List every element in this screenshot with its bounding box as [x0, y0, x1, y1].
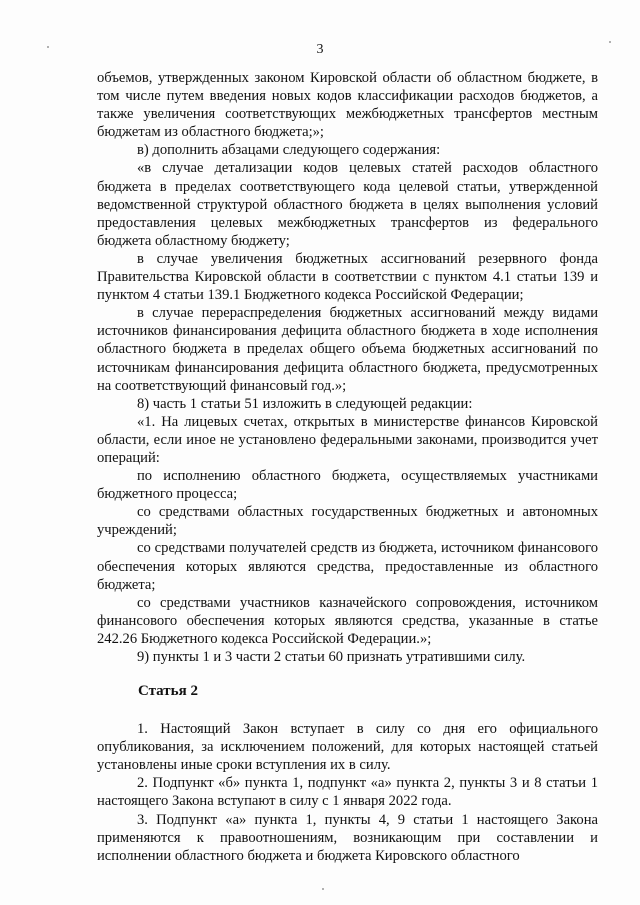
paragraph: «1. На лицевых счетах, открытых в министерстве финансов Кировской области, если иное не установлено федеральными законами, производится учет операций: [97, 413, 598, 466]
paragraph: со средствами получателей средств из бюджета, источником финансового обеспечения которых являются средства, предоставленные из областного бюджета; [97, 540, 598, 593]
scan-speck [47, 46, 49, 48]
paragraph: в случае увеличения бюджетных ассигнований резервного фонда Правительства Кировской области в соответствии с пунктом 4.1 статьи 139 и пунктом 4 статьи 139.1 Бюджетного кодекса Российской Федерации; [97, 250, 598, 304]
document-body [97, 69, 598, 865]
page-number: 3 [316, 42, 324, 57]
paragraph: объемов, утвержденных законом Кировской области об областном бюджете, в том числе путем введения новых кодов классификации расходов бюджетов, а также увеличения соответствующих межбюджетных трансфертов местным бюджетам из областного бюджета;»; [97, 70, 598, 141]
paragraph: в случае перераспределения бюджетных ассигнований между видами источников финансирования дефицита областного бюджета в ходе исполнения областного бюджета в пределах общего объема бюджетных ассигнований по источникам финансирования дефицита областного бюджета, предусмотренных на соответствующий финансовый год.»; [97, 305, 598, 394]
paragraph: со средствами участников казначейского сопровождения, источником финансового обеспечения которых являются средства, указанные в статье 242.26 Бюджетного кодекса Российской Федерации.»; [97, 594, 598, 647]
paragraph: 3. Подпункт «а» пункта 1, пункты 4, 9 статьи 1 настоящего Закона применяются к правоотношениям, возникающим при составлении и исполнении областного бюджета и бюджета Кировского областного [97, 811, 598, 864]
scan-speck [322, 888, 324, 890]
paragraph: 8) часть 1 статьи 51 изложить в следующей редакции: [137, 395, 473, 412]
paragraph: 9) пункты 1 и 3 части 2 статьи 60 признать утратившими силу. [137, 649, 526, 665]
paragraph: в) дополнить абзацами следующего содержания: [137, 142, 441, 159]
paragraph: «в случае детализации кодов целевых статей расходов областного бюджета в пределах соответствующего кода целевой статьи, утвержденной ведомственной структурой областного бюджета в целях выполнения условий предоставления целевых межбюджетных трансфертов из федерального бюджета областному бюджету; [97, 160, 598, 249]
paragraph: 2. Подпункт «б» пункта 1, подпункт «а» пункта 2, пункты 3 и 8 статьи 1 настоящего Закона вступают в силу с 1 января 2022 года. [97, 775, 598, 810]
paragraph: со средствами областных государственных бюджетных и автономных учреждений; [97, 504, 598, 539]
article-heading: Статья 2 [138, 683, 198, 700]
paragraph: 1. Настоящий Закон вступает в силу со дня его официального опубликования, за исключением положений, для которых настоящей статьей установлены иные сроки вступления их в силу. [97, 721, 598, 774]
paragraph: по исполнению областного бюджета, осуществляемых участниками бюджетного процесса; [97, 468, 598, 503]
scan-speck [609, 41, 611, 43]
